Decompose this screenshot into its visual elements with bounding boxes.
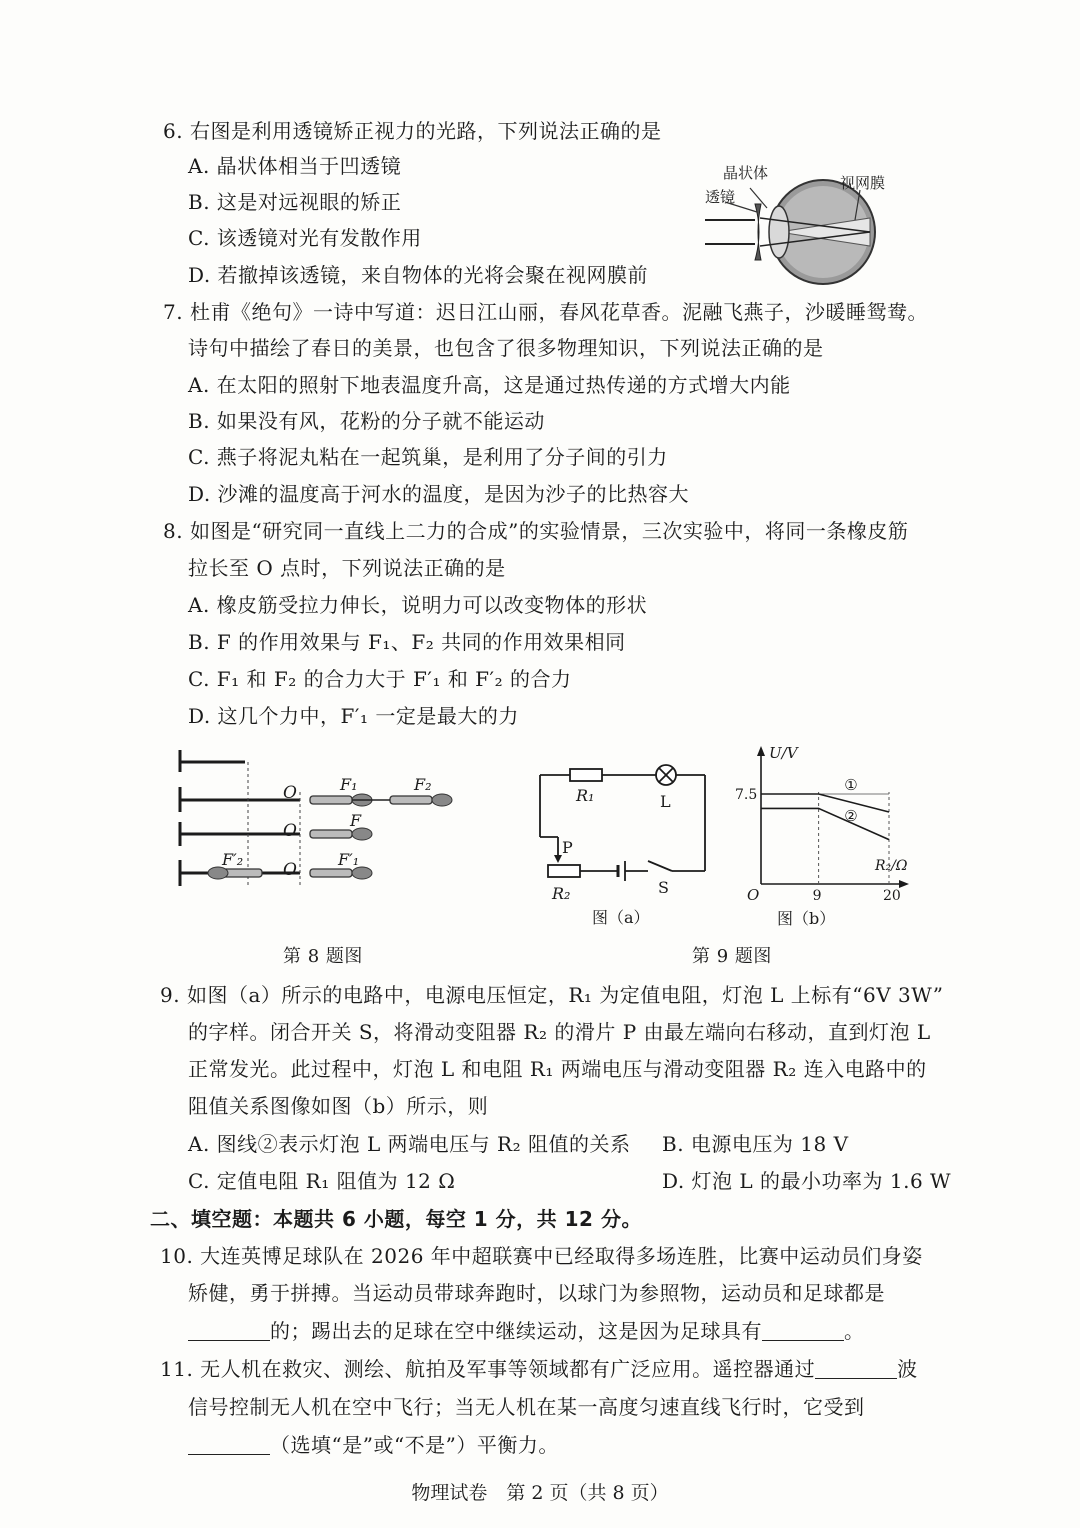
q7-option-a: A. 在太阳的照射下地表温度升高，这是通过热传递的方式增大内能 — [188, 373, 791, 397]
graph-series-line — [761, 808, 889, 839]
eye-label-lens-body: 晶状体 — [723, 164, 769, 182]
eye-label-lens: 透镜 — [705, 188, 736, 206]
circuit-label-r2: R₂ — [552, 884, 571, 903]
q10-blank-1[interactable] — [188, 1320, 270, 1341]
q11-line-2: 信号控制无人机在空中飞行；当无人机在某一高度匀速直线飞行时，它受到 — [188, 1395, 865, 1419]
q11-line-1-text: 11. 无人机在救灾、测绘、航拍及军事等领域都有广泛应用。遥控器通过 — [160, 1357, 816, 1381]
fig8-label-f: F — [350, 811, 362, 830]
q10-line-3-text: 的；踢出去的足球在空中继续运动，这是因为足球具有 — [270, 1319, 762, 1343]
q8-stem: 8. 如图是“研究同一直线上二力的合成”的实验情景，三次实验中，将同一条橡皮筋 — [163, 519, 909, 543]
q8-option-b: B. F 的作用效果与 F₁、F₂ 共同的作用效果相同 — [188, 630, 626, 654]
fig9-caption: 第 9 题图 — [692, 946, 772, 967]
q10-blank-2[interactable] — [762, 1320, 844, 1341]
q9-circuit-figure — [530, 755, 720, 935]
q11-blank-2[interactable] — [188, 1434, 270, 1455]
graph-series-label: ② — [844, 807, 858, 826]
graph-origin: O — [747, 886, 760, 904]
q7-option-d: D. 沙滩的温度高于河水的温度，是因为沙子的比热容大 — [188, 482, 690, 506]
circuit-label-r1: R₁ — [576, 786, 595, 805]
graph-series-label: ① — [844, 776, 858, 794]
q11-blank-1[interactable] — [815, 1358, 897, 1379]
fig8-label-o1: O — [283, 783, 297, 803]
q8-stem-2: 拉长至 O 点时，下列说法正确的是 — [188, 556, 506, 580]
q6-option-a: A. 晶状体相当于凹透镜 — [188, 154, 402, 178]
q11-line-3-text: （选填“是”或“不是”）平衡力。 — [270, 1433, 559, 1457]
fig8-label-f2p: F′₂ — [222, 850, 244, 869]
graph-x-tick-label: 20 — [883, 888, 901, 904]
circuit-caption: 图（a） — [592, 908, 650, 927]
fig8-label-f2: F₂ — [414, 775, 432, 794]
graph-x-label: R₂/Ω — [875, 858, 908, 874]
eye-label-retina: 视网膜 — [840, 174, 886, 192]
q11-line-1-tail: 波 — [897, 1357, 918, 1381]
q7-stem-2: 诗句中描绘了春日的美景，也包含了很多物理知识，下列说法正确的是 — [188, 336, 824, 360]
fig8-label-f1p: F′₁ — [338, 850, 360, 869]
circuit-label-p: P — [562, 838, 573, 857]
q9-line-4: 阻值关系图像如图（b）所示，则 — [188, 1094, 489, 1118]
q10-line-3 — [188, 1318, 865, 1344]
q10-line-3-end: 。 — [844, 1319, 865, 1343]
fig8-label-f1: F₁ — [340, 775, 358, 794]
q6-option-b: B. 这是对远视眼的矫正 — [188, 190, 402, 214]
fig8-caption: 第 8 题图 — [283, 946, 363, 967]
q9-option-b: B. 电源电压为 18 V — [662, 1132, 849, 1156]
q10-line-1: 10. 大连英博足球队在 2026 年中超联赛中已经取得多场连胜，比赛中运动员们身姿 — [160, 1244, 923, 1268]
circuit-label-l: L — [660, 792, 671, 811]
q6-stem: 6. 右图是利用透镜矫正视力的光路，下列说法正确的是 — [163, 119, 662, 143]
graph-series-line — [761, 794, 889, 812]
fig8-label-o3: O — [283, 860, 297, 880]
graph-x-tick-label: 9 — [812, 888, 822, 904]
q7-stem: 7. 杜甫《绝句》一诗中写道：迟日江山丽，春风花草香。泥融飞燕子，沙暖睡鸳鸯。 — [163, 300, 928, 324]
q11-line-1 — [160, 1356, 918, 1382]
graph-caption: 图（b） — [777, 909, 836, 928]
q9-line-2: 的字样。闭合开关 S，将滑动变阻器 R₂ 的滑片 P 由最左端向右移动，直到灯泡 L — [188, 1020, 931, 1044]
q9-line-3: 正常发光。此过程中，灯泡 L 和电阻 R₁ 两端电压与滑动变阻器 R₂ 连入电路中的 — [188, 1057, 927, 1081]
q7-option-b: B. 如果没有风，花粉的分子就不能运动 — [188, 409, 545, 433]
q8-option-c: C. F₁ 和 F₂ 的合力大于 F′₁ 和 F′₂ 的合力 — [188, 667, 572, 691]
q9-line-1: 9. 如图（a）所示的电路中，电源电压恒定，R₁ 为定值电阻，灯泡 L 上标有“6V 3W” — [160, 983, 944, 1007]
section-heading: 二、填空题：本题共 6 小题，每空 1 分，共 12 分。 — [150, 1207, 642, 1231]
q9-option-a: A. 图线②表示灯泡 L 两端电压与 R₂ 阻值的关系 — [188, 1132, 631, 1156]
q9-graph-figure — [735, 742, 920, 934]
q6-option-c: C. 该透镜对光有发散作用 — [188, 226, 422, 250]
q9-option-d: D. 灯泡 L 的最小功率为 1.6 W — [662, 1169, 952, 1193]
fig8-label-o2: O — [283, 821, 297, 841]
q11-line-3 — [188, 1432, 559, 1458]
q8-option-d: D. 这几个力中，F′₁ 一定是最大的力 — [188, 704, 519, 728]
graph-y-tick-label: 7.5 — [735, 787, 758, 803]
q6-option-d: D. 若撤掉该透镜，来自物体的光将会聚在视网膜前 — [188, 263, 649, 287]
q8-figure — [170, 742, 480, 902]
q10-line-2: 矫健，勇于拼搏。当运动员带球奔跑时，以球门为参照物，运动员和足球都是 — [188, 1281, 885, 1305]
graph-y-label: U/V — [769, 744, 798, 762]
q8-option-a: A. 橡皮筋受拉力伸长，说明力可以改变物体的形状 — [188, 593, 648, 617]
circuit-label-s: S — [658, 878, 669, 897]
q7-option-c: C. 燕子将泥丸粘在一起筑巢，是利用了分子间的引力 — [188, 445, 668, 469]
eye-figure — [695, 160, 910, 288]
page-footer: 物理试卷 第 2 页（共 8 页） — [411, 1482, 669, 1504]
q9-option-c: C. 定值电阻 R₁ 阻值为 12 Ω — [188, 1169, 456, 1193]
